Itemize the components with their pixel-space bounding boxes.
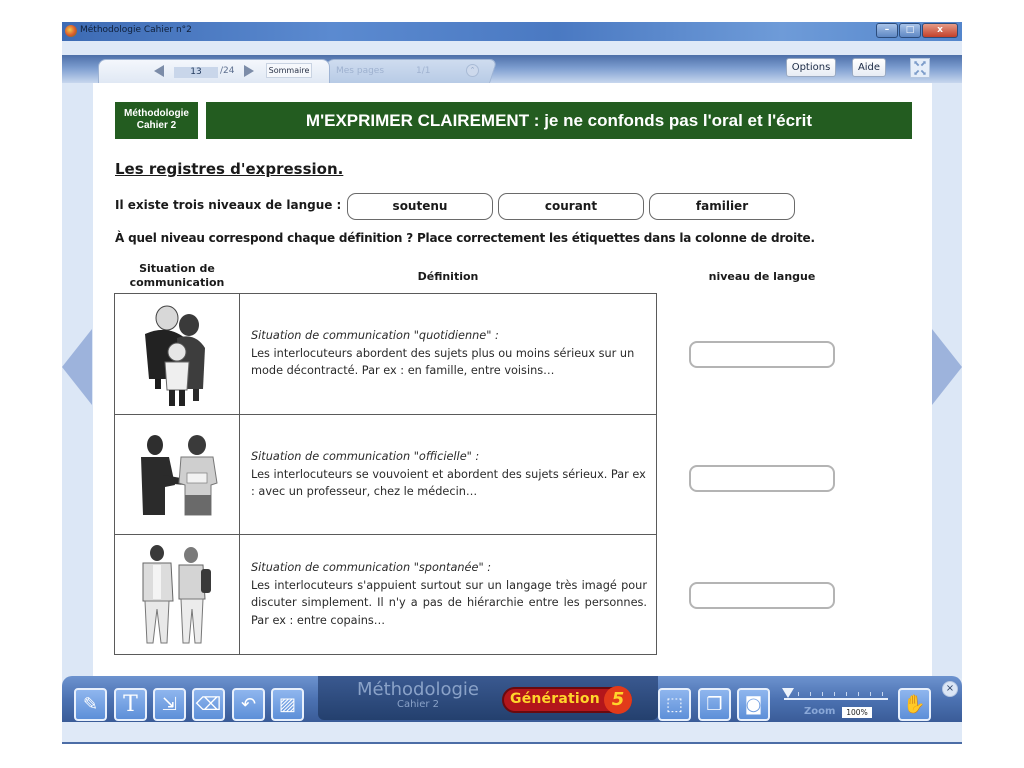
definition-text (251, 448, 647, 501)
zoom-label: Zoom (804, 706, 836, 717)
zoom-ticks (798, 692, 888, 696)
label-chip-familier[interactable]: familier (649, 193, 795, 220)
maximize-button[interactable]: □ (899, 23, 921, 38)
shape-arrow-icon[interactable]: ⇲ (153, 688, 186, 721)
teenagers-photo (115, 535, 240, 654)
close-button[interactable]: x (922, 23, 958, 38)
answer-dropzone-1[interactable] (689, 341, 835, 368)
definition-body: Les interlocuteurs se vouvoient et abordent des sujets sérieux. Par ex : avec un professeur, chez le médecin… (251, 467, 646, 498)
undo-icon[interactable]: ↶ (232, 688, 265, 721)
minimize-button[interactable]: – (876, 23, 898, 38)
next-page-arrow-icon[interactable] (932, 329, 962, 405)
navigation-bar (62, 41, 962, 83)
eraser-icon[interactable]: ⌫ (192, 688, 225, 721)
title-bar (62, 22, 962, 41)
zoom-slider[interactable] (784, 698, 888, 700)
section-title: Les registres d'expression. (115, 160, 344, 178)
levels-intro: Il existe trois niveaux de langue : (115, 198, 342, 212)
text-tool-icon[interactable]: T (114, 688, 147, 721)
app-window (62, 22, 962, 744)
camera-icon[interactable]: ◙ (737, 688, 770, 721)
label-chip-courant[interactable]: courant (498, 193, 644, 220)
teacher-student-photo (115, 415, 240, 534)
previous-page-arrow-icon[interactable] (62, 329, 92, 405)
selection-icon[interactable]: ⬚ (658, 688, 691, 721)
brand-subtitle: Cahier 2 (396, 699, 440, 710)
header-definition: Définition (417, 270, 479, 283)
publisher-logo (502, 687, 632, 713)
badge-line-1: Méthodologie (124, 108, 189, 119)
mes-pages-count: 1/1 (416, 66, 431, 76)
header-niveau: niveau de langue (708, 270, 816, 283)
answer-dropzone-3[interactable] (689, 582, 835, 609)
close-toolbar-icon[interactable]: × (942, 681, 958, 697)
pen-eraser-icon[interactable]: ✎ (74, 688, 107, 721)
bottom-toolbar (62, 676, 962, 722)
brand-title: Méthodologie (356, 679, 480, 700)
family-photo (115, 294, 240, 414)
zoom-value: 100% (842, 707, 872, 718)
label-chip-soutenu[interactable]: soutenu (347, 193, 493, 220)
definitions-table (114, 293, 657, 655)
sommaire-button[interactable]: Sommaire (266, 63, 312, 78)
header-situation: Situation de communication (129, 262, 225, 289)
app-icon (65, 25, 77, 37)
next-page-icon[interactable] (244, 65, 254, 77)
window-title: Méthodologie Cahier n°2 (80, 25, 192, 35)
bottom-border (62, 742, 962, 744)
definition-body: Les interlocuteurs abordent des sujets plus ou moins sérieux sur un mode décontracté. Par ex : en famille, entre voisins… (251, 346, 635, 377)
tab-mes-pages[interactable]: Mes pages (336, 66, 385, 76)
table-row (115, 535, 656, 654)
mask-icon[interactable]: ▨ (271, 688, 304, 721)
book-badge (115, 102, 198, 139)
window-controls (876, 23, 958, 38)
fullscreen-icon[interactable]: ⬉⬈ ⬋⬊ (910, 58, 930, 78)
definition-body: Les interlocuteurs s'appuient surtout sur un langage très imagé pour discuter simplement. Il n'y a pas de hiérarchie entre les personnes. Par ex : entre copains… (251, 578, 647, 627)
options-button[interactable]: Options (786, 58, 836, 77)
zoom-slider-thumb[interactable] (782, 688, 794, 698)
definition-text (251, 559, 647, 629)
definition-lead: Situation de communication "spontanée" : (251, 561, 492, 574)
page-title: M'EXPRIMER CLAIREMENT : je ne confonds pas l'oral et l'écrit (206, 102, 912, 139)
help-button[interactable]: Aide (852, 58, 886, 77)
hand-icon[interactable]: ✋ (898, 688, 931, 721)
teacher-student-illustration (115, 415, 240, 535)
current-page-input[interactable]: 13 (174, 67, 218, 78)
publisher-mark: 5 (604, 686, 632, 714)
answer-dropzone-2[interactable] (689, 465, 835, 492)
definition-lead: Situation de communication "officielle" : (251, 450, 480, 463)
instruction: À quel niveau correspond chaque définition ? Place correctement les étiquettes dans la colonne de droite. (115, 231, 815, 245)
family-illustration (115, 294, 240, 415)
page-content (93, 83, 932, 678)
badge-line-2: Cahier 2 (136, 120, 177, 131)
pages-icon[interactable]: ❐ (698, 688, 731, 721)
total-pages: /24 (220, 66, 235, 76)
previous-page-icon[interactable] (154, 65, 164, 77)
definition-text (251, 327, 647, 380)
definition-lead: Situation de communication "quotidienne" : (251, 329, 499, 342)
teenagers-illustration (115, 535, 240, 654)
collapse-icon[interactable]: ⌃ (466, 64, 479, 77)
table-row (115, 294, 656, 415)
publisher-name: Génération (510, 691, 600, 707)
table-row (115, 415, 656, 535)
bottom-strip (62, 722, 962, 744)
